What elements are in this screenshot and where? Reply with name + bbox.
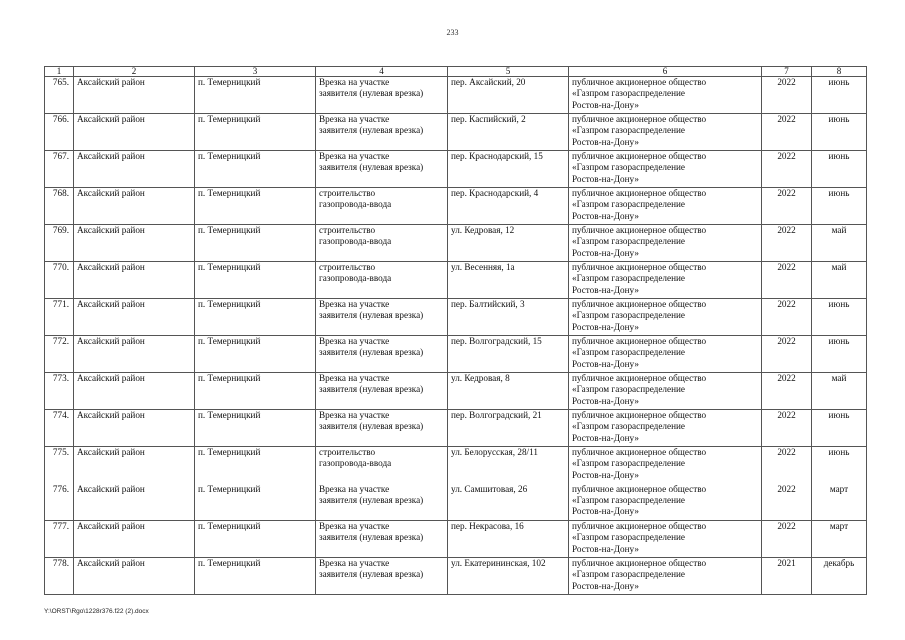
district-cell: Аксайский район bbox=[74, 188, 195, 225]
table-row bbox=[45, 77, 867, 114]
month-cell: май bbox=[812, 373, 867, 410]
row-number: 769. bbox=[45, 225, 74, 262]
work-type-cell-line: Врезка на участке bbox=[319, 373, 390, 383]
locality-cell: п. Темерницкий bbox=[195, 410, 316, 447]
work-type-cell-line: Врезка на участке bbox=[319, 114, 390, 124]
organization-cell bbox=[569, 114, 762, 151]
table-body bbox=[45, 77, 867, 595]
column-header: 4 bbox=[316, 67, 448, 77]
work-type-cell-line: строительство bbox=[319, 262, 376, 272]
row-number: 776. bbox=[45, 484, 74, 521]
locality-cell: п. Темерницкий bbox=[195, 336, 316, 373]
month-cell: июнь bbox=[812, 77, 867, 114]
organization-cell-line: «Газпром газораспределение bbox=[572, 458, 685, 469]
district-cell: Аксайский район bbox=[74, 262, 195, 299]
district-cell: Аксайский район bbox=[74, 410, 195, 447]
locality-cell: п. Темерницкий bbox=[195, 299, 316, 336]
district-cell: Аксайский район bbox=[74, 336, 195, 373]
organization-cell-line: Ростов-на-Дону» bbox=[572, 321, 639, 332]
organization-cell bbox=[569, 188, 762, 225]
locality-cell: п. Темерницкий bbox=[195, 484, 316, 521]
address-cell: ул. Кедровая, 12 bbox=[448, 225, 569, 262]
organization-cell bbox=[569, 558, 762, 595]
organization-cell-line: Ростов-на-Дону» bbox=[572, 543, 639, 554]
district-cell: Аксайский район bbox=[74, 225, 195, 262]
table-row bbox=[45, 262, 867, 299]
year-cell: 2022 bbox=[762, 336, 812, 373]
column-header: 7 bbox=[762, 67, 812, 77]
row-number: 768. bbox=[45, 188, 74, 225]
locality-cell: п. Темерницкий bbox=[195, 77, 316, 114]
year-cell: 2022 bbox=[762, 447, 812, 484]
month-cell: июнь bbox=[812, 299, 867, 336]
table-row bbox=[45, 299, 867, 336]
work-type-cell bbox=[316, 484, 448, 521]
work-type-cell-line: заявителя (нулевая врезка) bbox=[319, 421, 424, 432]
address-cell: ул. Самшитовая, 26 bbox=[448, 484, 569, 521]
year-cell: 2022 bbox=[762, 114, 812, 151]
work-type-cell-line: заявителя (нулевая врезка) bbox=[319, 494, 424, 505]
table-row bbox=[45, 558, 867, 595]
address-cell: ул. Екатерининская, 102 bbox=[448, 558, 569, 595]
work-type-cell-line: строительство bbox=[319, 225, 376, 235]
year-cell: 2022 bbox=[762, 484, 812, 521]
year-cell: 2022 bbox=[762, 188, 812, 225]
organization-cell-line: Ростов-на-Дону» bbox=[572, 358, 639, 369]
work-type-cell-line: газопровода-ввода bbox=[319, 199, 392, 210]
address-cell: пер. Волгоградский, 21 bbox=[448, 410, 569, 447]
work-type-cell-line: заявителя (нулевая врезка) bbox=[319, 347, 424, 358]
organization-cell-line: Ростов-на-Дону» bbox=[572, 395, 639, 406]
work-type-cell bbox=[316, 225, 448, 262]
organization-cell-line: «Газпром газораспределение bbox=[572, 273, 685, 284]
year-cell: 2022 bbox=[762, 225, 812, 262]
organization-cell-line: «Газпром газораспределение bbox=[572, 236, 685, 247]
organization-cell-line: «Газпром газораспределение bbox=[572, 421, 685, 432]
work-type-cell-line: Врезка на участке bbox=[319, 558, 390, 568]
work-type-cell-line: строительство bbox=[319, 188, 376, 198]
organization-cell bbox=[569, 484, 762, 521]
year-cell: 2022 bbox=[762, 151, 812, 188]
organization-cell bbox=[569, 299, 762, 336]
locality-cell: п. Темерницкий bbox=[195, 373, 316, 410]
work-type-cell-line: заявителя (нулевая врезка) bbox=[319, 88, 424, 99]
work-type-cell-line: газопровода-ввода bbox=[319, 273, 392, 284]
organization-cell bbox=[569, 521, 762, 558]
header-row bbox=[45, 67, 867, 77]
work-type-cell bbox=[316, 558, 448, 595]
work-type-cell-line: заявителя (нулевая врезка) bbox=[319, 125, 424, 136]
locality-cell: п. Темерницкий bbox=[195, 558, 316, 595]
month-cell: май bbox=[812, 262, 867, 299]
district-cell: Аксайский район bbox=[74, 77, 195, 114]
organization-cell-line: публичное акционерное общество bbox=[572, 336, 707, 346]
organization-cell-line: Ростов-на-Дону» bbox=[572, 173, 639, 184]
work-type-cell-line: Врезка на участке bbox=[319, 521, 390, 531]
organization-cell-line: «Газпром газораспределение bbox=[572, 88, 685, 99]
organization-cell bbox=[569, 77, 762, 114]
table-row bbox=[45, 447, 867, 484]
organization-cell bbox=[569, 336, 762, 373]
work-type-cell bbox=[316, 521, 448, 558]
organization-cell-line: «Газпром газораспределение bbox=[572, 310, 685, 321]
address-cell: ул. Кедровая, 8 bbox=[448, 373, 569, 410]
table-row bbox=[45, 521, 867, 558]
month-cell: июнь bbox=[812, 447, 867, 484]
locality-cell: п. Темерницкий bbox=[195, 151, 316, 188]
work-type-cell-line: заявителя (нулевая врезка) bbox=[319, 569, 424, 580]
organization-cell-line: «Газпром газораспределение bbox=[572, 162, 685, 173]
locality-cell: п. Темерницкий bbox=[195, 188, 316, 225]
year-cell: 2022 bbox=[762, 299, 812, 336]
organization-cell-line: Ростов-на-Дону» bbox=[572, 99, 639, 110]
organization-cell-line: «Газпром газораспределение bbox=[572, 199, 685, 210]
month-cell: март bbox=[812, 521, 867, 558]
organization-cell bbox=[569, 410, 762, 447]
district-cell: Аксайский район bbox=[74, 521, 195, 558]
work-type-cell bbox=[316, 299, 448, 336]
address-cell: пер. Некрасова, 16 bbox=[448, 521, 569, 558]
year-cell: 2022 bbox=[762, 521, 812, 558]
district-cell: Аксайский район bbox=[74, 114, 195, 151]
register-table bbox=[44, 66, 867, 595]
address-cell: пер. Волгоградский, 15 bbox=[448, 336, 569, 373]
year-cell: 2022 bbox=[762, 373, 812, 410]
organization-cell-line: Ростов-на-Дону» bbox=[572, 432, 639, 443]
organization-cell-line: публичное акционерное общество bbox=[572, 483, 707, 494]
column-header: 6 bbox=[569, 67, 762, 77]
organization-cell bbox=[569, 373, 762, 410]
year-cell: 2022 bbox=[762, 410, 812, 447]
row-number: 775. bbox=[45, 447, 74, 484]
row-number: 777. bbox=[45, 521, 74, 558]
row-number: 778. bbox=[45, 558, 74, 595]
organization-cell-line: публичное акционерное общество bbox=[572, 299, 707, 309]
organization-cell-line: публичное акционерное общество bbox=[572, 151, 707, 161]
organization-cell-line: Ростов-на-Дону» bbox=[572, 247, 639, 258]
work-type-cell-line: Врезка на участке bbox=[319, 77, 390, 87]
address-cell: ул. Белорусская, 28/11 bbox=[448, 447, 569, 484]
district-cell: Аксайский район bbox=[74, 151, 195, 188]
work-type-cell bbox=[316, 262, 448, 299]
work-type-cell-line: Врезка на участке bbox=[319, 483, 390, 494]
work-type-cell-line: Врезка на участке bbox=[319, 151, 390, 161]
organization-cell-line: «Газпром газораспределение bbox=[572, 125, 685, 136]
locality-cell: п. Темерницкий bbox=[195, 225, 316, 262]
row-number: 773. bbox=[45, 373, 74, 410]
column-header: 1 bbox=[45, 67, 74, 77]
organization-cell-line: публичное акционерное общество bbox=[572, 447, 707, 457]
work-type-cell-line: заявителя (нулевая врезка) bbox=[319, 162, 424, 173]
month-cell: март bbox=[812, 484, 867, 521]
month-cell: июнь bbox=[812, 114, 867, 151]
organization-cell bbox=[569, 262, 762, 299]
district-cell: Аксайский район bbox=[74, 447, 195, 484]
file-path-footer: Y:\ORST\Rgo\1228r376.f22 (2).docx bbox=[44, 608, 149, 615]
work-type-cell bbox=[316, 410, 448, 447]
organization-cell-line: Ростов-на-Дону» bbox=[572, 469, 639, 480]
work-type-cell bbox=[316, 151, 448, 188]
work-type-cell bbox=[316, 77, 448, 114]
address-cell: пер. Краснодарский, 4 bbox=[448, 188, 569, 225]
organization-cell-line: Ростов-на-Дону» bbox=[572, 580, 639, 591]
organization-cell-line: публичное акционерное общество bbox=[572, 521, 707, 531]
organization-cell-line: публичное акционерное общество bbox=[572, 188, 707, 198]
year-cell: 2022 bbox=[762, 77, 812, 114]
column-header: 3 bbox=[195, 67, 316, 77]
organization-cell bbox=[569, 151, 762, 188]
table-row bbox=[45, 410, 867, 447]
row-number: 766. bbox=[45, 114, 74, 151]
work-type-cell-line: Врезка на участке bbox=[319, 299, 390, 309]
work-type-cell-line: газопровода-ввода bbox=[319, 458, 392, 469]
organization-cell-line: публичное акционерное общество bbox=[572, 373, 707, 383]
organization-cell bbox=[569, 447, 762, 484]
work-type-cell bbox=[316, 114, 448, 151]
row-number: 772. bbox=[45, 336, 74, 373]
organization-cell-line: «Газпром газораспределение bbox=[572, 532, 685, 543]
work-type-cell-line: строительство bbox=[319, 447, 376, 457]
work-type-cell-line: заявителя (нулевая врезка) bbox=[319, 532, 424, 543]
page-number: 233 bbox=[446, 28, 459, 37]
address-cell: пер. Балтийский, 3 bbox=[448, 299, 569, 336]
organization-cell-line: Ростов-на-Дону» bbox=[572, 284, 639, 295]
month-cell: декабрь bbox=[812, 558, 867, 595]
address-cell: пер. Краснодарский, 15 bbox=[448, 151, 569, 188]
table-row bbox=[45, 151, 867, 188]
district-cell: Аксайский район bbox=[74, 484, 195, 521]
organization-cell-line: «Газпром газораспределение bbox=[572, 569, 685, 580]
organization-cell-line: публичное акционерное общество bbox=[572, 558, 707, 568]
row-number: 767. bbox=[45, 151, 74, 188]
locality-cell: п. Темерницкий bbox=[195, 447, 316, 484]
locality-cell: п. Темерницкий bbox=[195, 114, 316, 151]
work-type-cell bbox=[316, 447, 448, 484]
address-cell: пер. Каспийский, 2 bbox=[448, 114, 569, 151]
row-number: 765. bbox=[45, 77, 74, 114]
table-row bbox=[45, 336, 867, 373]
table-row bbox=[45, 114, 867, 151]
organization-cell-line: Ростов-на-Дону» bbox=[572, 136, 639, 147]
organization-cell-line: Ростов-на-Дону» bbox=[572, 506, 639, 517]
column-header: 8 bbox=[812, 67, 867, 77]
organization-cell-line: «Газпром газораспределение bbox=[572, 347, 685, 358]
work-type-cell-line: Врезка на участке bbox=[319, 336, 390, 346]
locality-cell: п. Темерницкий bbox=[195, 521, 316, 558]
organization-cell-line: публичное акционерное общество bbox=[572, 225, 707, 235]
table-row bbox=[45, 225, 867, 262]
work-type-cell-line: газопровода-ввода bbox=[319, 236, 392, 247]
month-cell: июнь bbox=[812, 336, 867, 373]
table-row bbox=[45, 484, 867, 521]
district-cell: Аксайский район bbox=[74, 299, 195, 336]
table-row bbox=[45, 188, 867, 225]
year-cell: 2021 bbox=[762, 558, 812, 595]
work-type-cell bbox=[316, 373, 448, 410]
month-cell: июнь bbox=[812, 188, 867, 225]
row-number: 770. bbox=[45, 262, 74, 299]
work-type-cell-line: заявителя (нулевая врезка) bbox=[319, 310, 424, 321]
organization-cell-line: публичное акционерное общество bbox=[572, 77, 707, 87]
row-number: 771. bbox=[45, 299, 74, 336]
month-cell: май bbox=[812, 225, 867, 262]
district-cell: Аксайский район bbox=[74, 558, 195, 595]
work-type-cell bbox=[316, 336, 448, 373]
column-header: 2 bbox=[74, 67, 195, 77]
address-cell: ул. Весенняя, 1а bbox=[448, 262, 569, 299]
organization-cell-line: публичное акционерное общество bbox=[572, 114, 707, 124]
work-type-cell-line: заявителя (нулевая врезка) bbox=[319, 384, 424, 395]
organization-cell bbox=[569, 225, 762, 262]
year-cell: 2022 bbox=[762, 262, 812, 299]
organization-cell-line: публичное акционерное общество bbox=[572, 410, 707, 420]
organization-cell-line: «Газпром газораспределение bbox=[572, 384, 685, 395]
month-cell: июнь bbox=[812, 151, 867, 188]
organization-cell-line: Ростов-на-Дону» bbox=[572, 210, 639, 221]
column-header: 5 bbox=[448, 67, 569, 77]
work-type-cell-line: Врезка на участке bbox=[319, 410, 390, 420]
work-type-cell bbox=[316, 188, 448, 225]
organization-cell-line: публичное акционерное общество bbox=[572, 262, 707, 272]
district-cell: Аксайский район bbox=[74, 373, 195, 410]
locality-cell: п. Темерницкий bbox=[195, 262, 316, 299]
organization-cell-line: «Газпром газораспределение bbox=[572, 494, 685, 505]
row-number: 774. bbox=[45, 410, 74, 447]
address-cell: пер. Аксайский, 20 bbox=[448, 77, 569, 114]
month-cell: июнь bbox=[812, 410, 867, 447]
table-row bbox=[45, 373, 867, 410]
